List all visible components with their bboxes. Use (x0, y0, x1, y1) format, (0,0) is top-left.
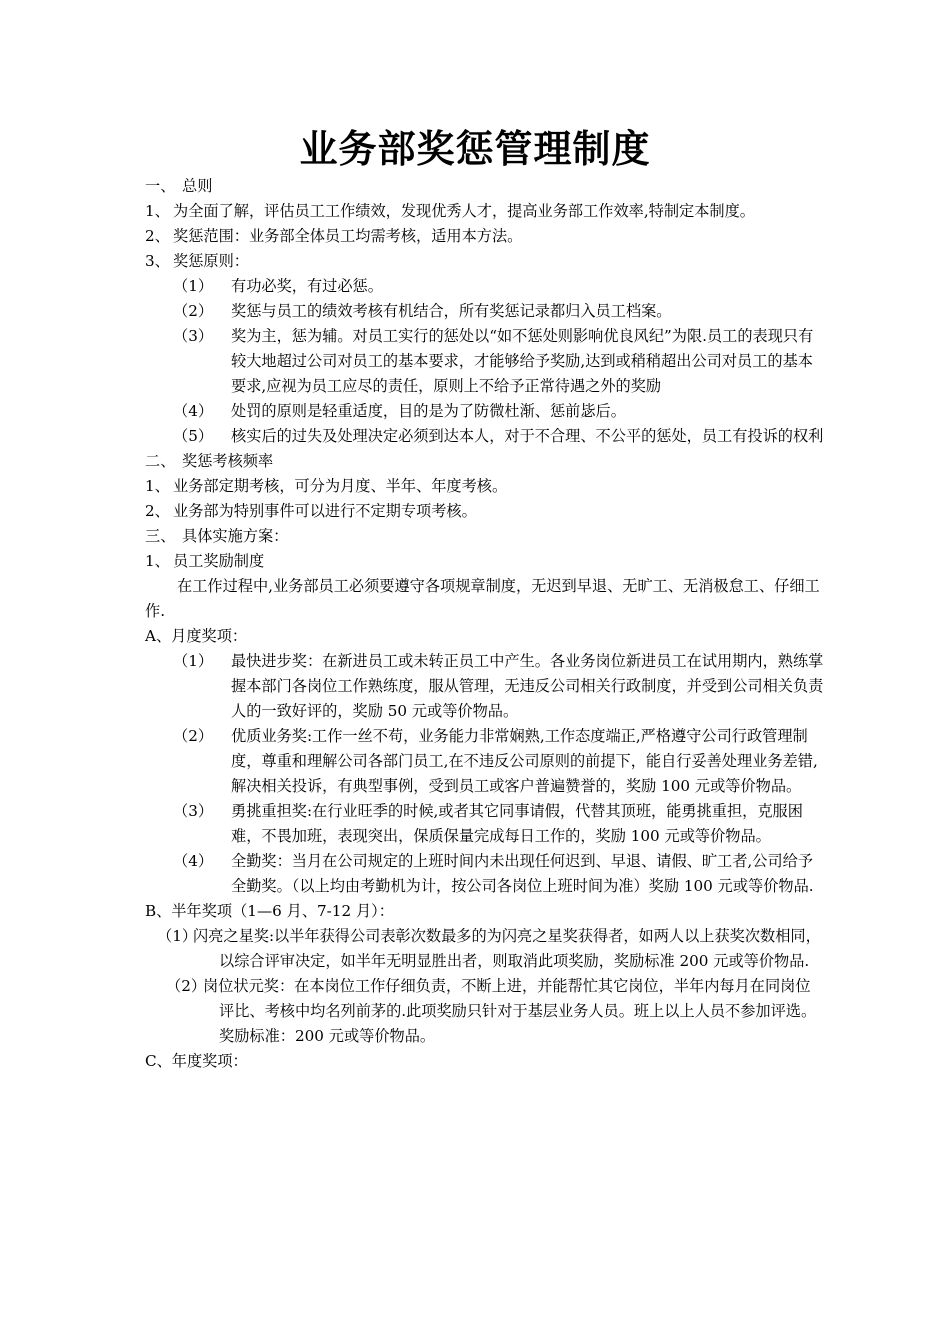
principle-item (145, 274, 825, 299)
section-title: 奖惩考核频率 (182, 452, 274, 470)
item-text: 最快进步奖：在新进员工或未转正员工中产生。各业务岗位新进员工在试用期内，熟练掌握本部门各岗位工作熟练度，服从管理，无违反公司相关行政制度，并受到公司相关负责人的一致好评的，奖励 50 元或等价物品。 (231, 652, 824, 720)
item-number: （2） (173, 727, 214, 745)
subsection-heading: B、半年奖项（1—6 月、7-12 月）： (145, 902, 394, 920)
item-text: 为全面了解，评估员工工作绩效，发现优秀人才，提高业务部工作效率,特制定本制度。 (173, 202, 755, 220)
item-text: 优质业务奖:工作一丝不苟，业务能力非常娴熟,工作态度端正,严格遵守公司行政管理制度，尊重和理解公司各部门员工,在不违反公司原则的前提下，能自行妥善处理业务差错,解决相关投诉，有典型事例，受到员工或客户普遍赞誉的，奖励 100 元或等价物品。 (231, 727, 818, 795)
item-number: （2） (173, 302, 214, 320)
section-heading (145, 449, 825, 474)
principle-item (145, 299, 825, 324)
item-number: （5） (173, 427, 214, 445)
item-text: 处罚的原则是轻重适度，目的是为了防微杜渐、惩前毖后。 (231, 402, 626, 420)
item-number: 1、 (145, 202, 170, 220)
item-text: 闪亮之星奖:以半年获得公司表彰次数最多的为闪亮之星奖获得者，如两人以上获奖次数相同，以综合评审决定，如半年无明显胜出者，则取消此项奖励，奖励标准 200 元或等价物品. (193, 927, 821, 970)
item-number: （3） (173, 802, 214, 820)
item-number: 2、 (145, 227, 170, 245)
item-number: （1） (173, 277, 214, 295)
item-text: 有功必奖，有过必惩。 (231, 277, 383, 295)
document-body (145, 174, 825, 1074)
item-text: 奖惩与员工的绩效考核有机结合，所有奖惩记录都归入员工档案。 (231, 302, 672, 320)
section-heading (145, 174, 825, 199)
award-item (145, 649, 825, 724)
list-item (145, 499, 825, 524)
subsection-heading: C、年度奖项： (145, 1052, 248, 1070)
list-item (145, 474, 825, 499)
item-text: 勇挑重担奖:在行业旺季的时候,或者其它同事请假，代替其顶班，能勇挑重担，克服困难，不畏加班，表现突出，保质保量完成每日工作的，奖励 100 元或等价物品。 (231, 802, 803, 845)
item-number: 1、 (145, 552, 170, 570)
paragraph: 在工作过程中,业务部员工必须要遵守各项规章制度，无迟到早退、无旷工、无消极怠工、仔细工作. (145, 577, 820, 620)
item-number: （4） (173, 402, 214, 420)
award-item (145, 849, 825, 899)
award-item (145, 799, 825, 849)
item-text: 业务部为特别事件可以进行不定期专项考核。 (173, 502, 477, 520)
award-item (145, 924, 825, 974)
item-number: （1） (173, 652, 214, 670)
item-text: 员工奖励制度 (173, 552, 265, 570)
item-number: （4） (173, 852, 214, 870)
document-title: 业务部奖惩管理制度 (299, 126, 651, 171)
principle-item (145, 424, 825, 449)
list-item (145, 199, 825, 224)
item-text: 奖为主，惩为辅。对员工实行的惩处以“如不惩处则影响优良风纪”为限.员工的表现只有较大地超过公司对员工的基本要求，才能够给予奖励,达到或稍稍超出公司对员工的基本要求,应视为员工应尽的责任，原则上不给予正常待遇之外的奖励 (231, 327, 814, 395)
item-text: 奖惩原则： (173, 252, 249, 270)
item-number: （1） (157, 927, 198, 945)
section-number: 一、 (145, 177, 176, 195)
award-item (145, 724, 825, 799)
list-item (145, 224, 825, 249)
award-item (145, 974, 825, 1049)
item-text: 全勤奖：当月在公司规定的上班时间内未出现任何迟到、早退、请假、旷工者,公司给予全勤奖。（以上均由考勤机为计，按公司各岗位上班时间为准）奖励 100 元或等价物品. (231, 852, 814, 895)
section-number: 三、 (145, 527, 176, 545)
subsection-heading: A、月度奖项： (145, 627, 248, 645)
section-title: 总则 (182, 177, 213, 195)
list-item (145, 249, 825, 274)
section-title: 具体实施方案： (182, 527, 289, 545)
section-number: 二、 (145, 452, 176, 470)
item-number: （3） (173, 327, 214, 345)
principle-item (145, 324, 825, 399)
item-number: 2、 (145, 502, 170, 520)
item-text: 奖惩范围：业务部全体员工均需考核，适用本方法。 (173, 227, 523, 245)
section-heading (145, 524, 825, 549)
list-item (145, 549, 825, 574)
principle-item (145, 399, 825, 424)
item-number: （2） (166, 977, 207, 995)
item-text: 核实后的过失及处理决定必须到达本人，对于不合理、不公平的惩处，员工有投诉的权利 (231, 427, 824, 445)
item-text: 岗位状元奖：在本岗位工作仔细负责，不断上进，并能帮忙其它岗位，半年内每月在同岗位评比、考核中均名列前茅的.此项奖励只针对于基层业务人员。班上以上人员不参加评选。奖励标准：200 元或等价物品。 (203, 977, 817, 1045)
item-number: 1、 (145, 477, 170, 495)
item-number: 3、 (145, 252, 170, 270)
item-text: 业务部定期考核，可分为月度、半年、年度考核。 (173, 477, 508, 495)
